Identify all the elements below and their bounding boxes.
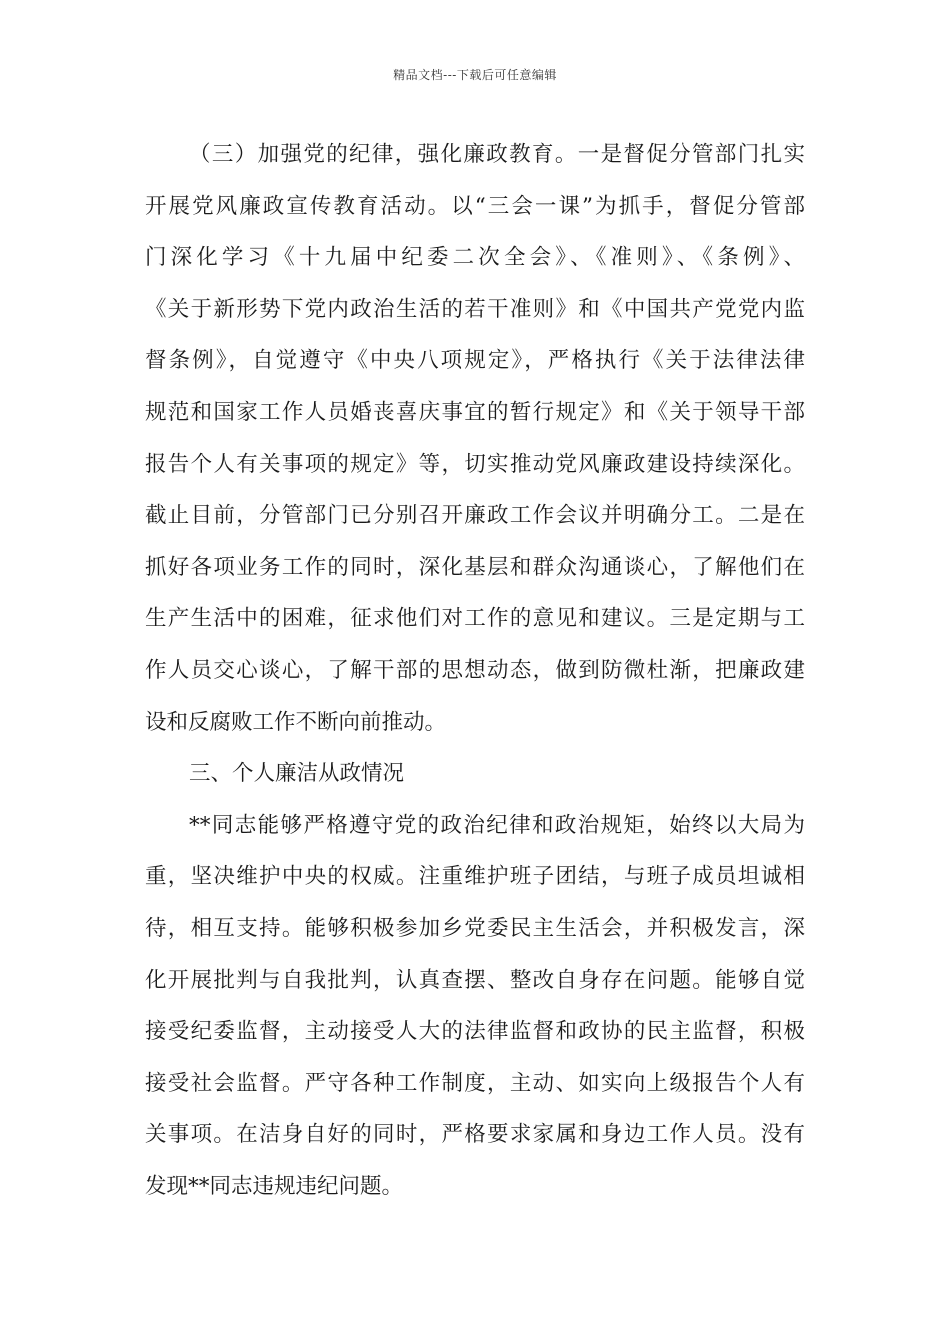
paragraph-line: 接受纪委监督，主动接受人大的法律监督和政协的民主监督，积极 [145,1019,805,1045]
paragraph-line: 发现**同志违规违纪问题。 [145,1173,404,1199]
paragraph-line: 规范和国家工作人员婚丧喜庆事宜的暂行规定》和《关于领导干部 [145,399,805,425]
paragraph-line: 截止目前，分管部门已分别召开廉政工作会议并明确分工。二是在 [145,503,805,529]
paragraph-line: 待，相互支持。能够积极参加乡党委民主生活会，并积极发言，深 [145,915,805,941]
paragraph-line: 作人员交心谈心，了解干部的思想动态，做到防微杜渐，把廉政建 [145,657,805,683]
paragraph-line: 督条例》，自觉遵守《中央八项规定》，严格执行《关于法律法律 [145,348,805,374]
document-body [145,129,805,1212]
paragraph-line: 重，坚决维护中央的权威。注重维护班子团结，与班子成员坦诚相 [145,864,805,890]
paragraph-line: 开展党风廉政宣传教育活动。以“三会一课”为抓手，督促分管部 [145,193,805,219]
paragraph-line: 接受社会监督。严守各种工作制度，主动、如实向上级报告个人有 [145,1070,805,1096]
paragraph-line: 《关于新形势下党内政治生活的若干准则》和《中国共产党党内监 [145,296,805,322]
paragraph-line: 报告个人有关事项的规定》等，切实推动党风廉政建设持续深化。 [145,451,805,477]
paragraph-line: （三）加强党的纪律，强化廉政教育。一是督促分管部门扎实 [189,142,805,167]
section-heading: 三、个人廉洁从政情况 [189,761,405,787]
paragraph-line: 关事项。在洁身自好的同时，严格要求家属和身边工作人员。没有 [145,1122,805,1148]
paragraph-line: 化开展批判与自我批判，认真查摆、整改自身存在问题。能够自觉 [145,967,805,993]
paragraph-line: 抓好各项业务工作的同时，深化基层和群众沟通谈心，了解他们在 [145,554,805,580]
paragraph-line: 生产生活中的困难，征求他们对工作的意见和建议。三是定期与工 [145,606,805,632]
page-header: 精品文档---下载后可任意编辑 [393,68,557,82]
paragraph-line: 设和反腐败工作不断向前推动。 [145,709,447,735]
paragraph-line: 门深化学习《十九届中纪委二次全会》、《准则》、《条例》、 [145,245,805,271]
paragraph-line: **同志能够严格遵守党的政治纪律和政治规矩，始终以大局为 [189,812,805,838]
